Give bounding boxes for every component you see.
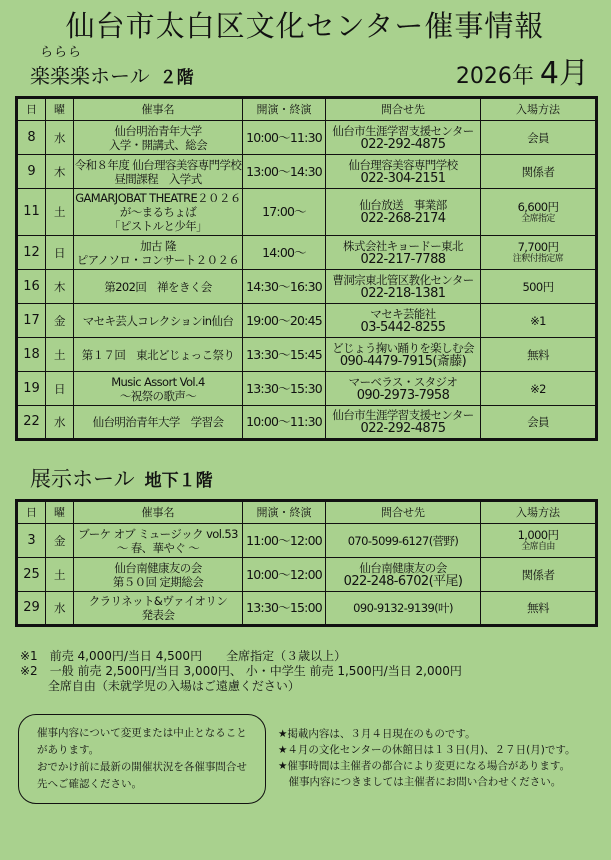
contact-cell — [326, 304, 481, 338]
info-notes — [278, 726, 576, 790]
contact-cell-line: 022-218-1381 — [360, 285, 446, 301]
footnotes — [20, 649, 595, 694]
year: 2026年 — [455, 64, 534, 89]
contact-cell — [326, 338, 481, 372]
event-name-cell-line: GAMARJOBAT THEATRE２０２６ — [75, 191, 241, 205]
time-cell: 10:00～11:30 — [243, 121, 326, 155]
entry-cell-line: ※2 — [530, 381, 546, 396]
day-cell: 18 — [17, 338, 46, 372]
weekday-cell: 土 — [46, 338, 74, 372]
notice-line: があります。 — [37, 744, 100, 756]
contact-cell — [326, 524, 481, 558]
contact-cell — [326, 558, 481, 592]
table-row — [17, 338, 597, 372]
contact-cell-line: マーベラス・スタジオ — [348, 374, 458, 389]
time-cell: 10:00～12:00 — [243, 558, 326, 592]
event-name-cell-line: 「ピストルと少年」 — [108, 219, 208, 233]
event-name-cell-line: 第202回 禅をきく会 — [104, 279, 212, 294]
entry-cell-line: 6,600円 — [517, 199, 559, 214]
hall1-heading — [30, 64, 194, 90]
event-name-cell — [74, 524, 243, 558]
contact-cell — [326, 592, 481, 626]
event-name-cell-line: ～祝祭の歌声～ — [119, 388, 197, 403]
event-name-cell — [74, 372, 243, 406]
table-row — [17, 372, 597, 406]
table-row — [17, 236, 597, 270]
contact-cell — [326, 121, 481, 155]
time-cell: 13:30～15:45 — [243, 338, 326, 372]
event-name-cell-line: 仙台明治青年大学 — [114, 123, 202, 138]
event-name-cell — [74, 558, 243, 592]
page-title: 仙台市太白区文化センター催事情報 — [65, 9, 545, 43]
column-header: 曜 — [46, 98, 74, 121]
day-cell: 17 — [17, 304, 46, 338]
table-row — [17, 406, 597, 440]
time-cell: 11:00～12:00 — [243, 524, 326, 558]
event-name-cell-line: 仙台明治青年大学 学習会 — [92, 415, 224, 429]
entry-cell — [481, 406, 597, 440]
event-name-cell-line: が～まるちょば — [119, 205, 197, 219]
time-cell: 19:00～20:45 — [243, 304, 326, 338]
contact-cell-line: 090-2973-7958 — [356, 387, 450, 403]
column-header: 問合せ先 — [326, 98, 481, 121]
entry-cell — [481, 121, 597, 155]
entry-cell-line: 1,000円 — [517, 528, 559, 542]
notice-line: 催事内容について変更または中止となること — [37, 727, 247, 739]
entry-cell — [481, 155, 597, 189]
entry-cell-line: 無料 — [527, 347, 549, 362]
event-name-cell-line: 仙台南健康友の会 — [114, 560, 202, 575]
entry-cell-line: 500円 — [522, 279, 554, 294]
info-line: ★４月の文化センターの休館日は１３日(月)、２７日(月)です。 — [278, 744, 576, 756]
event-name-cell-line: ブーケ オブ ミュージック vol.53 — [78, 526, 238, 541]
day-cell: 11 — [17, 189, 46, 236]
column-header: 問合せ先 — [326, 501, 481, 524]
weekday-cell: 土 — [46, 558, 74, 592]
table-row — [17, 304, 597, 338]
column-header: 開演・終演 — [243, 98, 326, 121]
weekday-cell: 木 — [46, 270, 74, 304]
column-header: 開演・終演 — [243, 501, 326, 524]
day-cell: 25 — [17, 558, 46, 592]
header-row — [17, 501, 597, 524]
day-cell: 12 — [17, 236, 46, 270]
event-name-cell — [74, 592, 243, 626]
hall2-events-table — [15, 499, 598, 627]
weekday-cell: 日 — [46, 236, 74, 270]
hall2-name: 展示ホール — [30, 467, 135, 491]
footnote: ※1 前売 4,000円/当日 4,500円 全席指定（３歳以上） — [20, 649, 347, 663]
contact-cell-line: 03-5442-8255 — [360, 319, 446, 335]
contact-cell — [326, 372, 481, 406]
day-cell: 19 — [17, 372, 46, 406]
event-name-cell-line: ピアノソロ・コンサート２０２６ — [76, 252, 240, 267]
contact-cell-line: どじょう掬い踊りを楽しむ会 — [332, 340, 474, 355]
bottom-section — [15, 714, 595, 804]
info-line: ★掲載内容は、３月４日現在のものです。 — [278, 728, 476, 740]
time-cell: 13:00～14:30 — [243, 155, 326, 189]
entry-cell-line: 関係者 — [521, 567, 555, 582]
hall1-name: 楽楽楽ホール — [30, 64, 150, 88]
entry-cell-line: 全席指定 — [521, 213, 555, 224]
day-cell: 29 — [17, 592, 46, 626]
hall1-events-table — [15, 96, 598, 441]
day-cell: 3 — [17, 524, 46, 558]
column-header: 入場方法 — [481, 501, 597, 524]
contact-cell-line: 022-268-2174 — [360, 211, 446, 226]
entry-cell — [481, 304, 597, 338]
time-cell: 10:00～11:30 — [243, 406, 326, 440]
event-name-cell-line: 第５０回 定期総会 — [112, 574, 204, 589]
event-name-cell-line: マセキ芸人コレクションin仙台 — [82, 313, 234, 328]
contact-cell-line: 株式会社キョードー東北 — [343, 238, 463, 253]
event-name-cell-line: 発表会 — [141, 608, 175, 622]
contact-cell-line: マセキ芸能社 — [370, 306, 436, 321]
entry-cell-line: 会員 — [527, 130, 549, 145]
contact-cell — [326, 406, 481, 440]
header-row — [17, 98, 597, 121]
column-header: 曜 — [46, 501, 74, 524]
entry-cell — [481, 189, 597, 236]
entry-cell — [481, 592, 597, 626]
entry-cell-line: 注釈付指定席 — [512, 254, 564, 264]
contact-cell-line: 仙台放送 事業部 — [359, 198, 447, 212]
contact-cell — [326, 236, 481, 270]
hall1-header-row — [15, 44, 595, 96]
time-cell: 17:00～ — [243, 189, 326, 236]
contact-cell — [326, 270, 481, 304]
event-name-cell — [74, 406, 243, 440]
column-header: 催事名 — [74, 501, 243, 524]
contact-cell-line: 090-4479-7915(斎藤) — [339, 353, 467, 369]
weekday-cell: 木 — [46, 155, 74, 189]
event-name-cell — [74, 155, 243, 189]
footnote: 全席自由（未就学児の入場はご遠慮ください） — [20, 679, 300, 693]
contact-cell-line: 仙台理容美容専門学校 — [348, 157, 458, 172]
entry-cell — [481, 372, 597, 406]
contact-cell-line: 022-292-4875 — [360, 421, 446, 436]
entry-cell-line: 会員 — [527, 415, 549, 429]
contact-cell-line: 022-217-7788 — [360, 251, 446, 267]
table-row — [17, 121, 597, 155]
hall1-floor: ２階 — [159, 68, 194, 88]
hall2-floor: 地下１階 — [144, 471, 213, 491]
event-name-cell — [74, 121, 243, 155]
contact-cell-line: 022-292-4875 — [360, 136, 446, 152]
table-row — [17, 558, 597, 592]
footnote: ※2 一般 前売 2,500円/当日 3,000円、 小・中学生 前売 1,500円/当日 2,000円 — [20, 664, 462, 678]
day-cell: 16 — [17, 270, 46, 304]
weekday-cell: 金 — [46, 524, 74, 558]
notice-line: 先へご確認ください。 — [37, 778, 142, 790]
event-name-cell-line: 第１７回 東北どじょっこ祭り — [81, 347, 235, 362]
contact-cell-line: 仙台市生涯学習支援センター — [332, 408, 474, 422]
hall2-heading — [30, 467, 595, 493]
contact-cell-line: 曹洞宗東北管区教化センター — [332, 272, 474, 287]
event-name-cell — [74, 270, 243, 304]
event-name-cell — [74, 189, 243, 236]
contact-cell-line: 仙台南健康友の会 — [359, 560, 447, 575]
table-row — [17, 524, 597, 558]
contact-cell-line: 022-248-6702(平尾) — [343, 573, 463, 589]
contact-cell-line: 090-9132-9139(叶) — [353, 601, 453, 615]
table-row — [17, 155, 597, 189]
weekday-cell: 日 — [46, 372, 74, 406]
notice-line: おでかけ前に最新の開催状況を各催事問合せ — [37, 761, 247, 773]
column-header: 日 — [17, 98, 46, 121]
entry-cell-line: 関係者 — [521, 164, 555, 179]
day-cell: 22 — [17, 406, 46, 440]
entry-cell — [481, 270, 597, 304]
contact-cell — [326, 155, 481, 189]
event-name-cell — [74, 304, 243, 338]
time-cell: 14:30～16:30 — [243, 270, 326, 304]
column-header: 日 — [17, 501, 46, 524]
info-line: 催事内容につきましては主催者にお問い合わせください。 — [278, 776, 562, 788]
info-line: ★催事時間は主催者の都合により変更になる場合があります。 — [278, 760, 571, 772]
weekday-cell: 水 — [46, 592, 74, 626]
column-header: 入場方法 — [481, 98, 597, 121]
event-name-cell-line: 入学・開講式、総会 — [108, 137, 208, 152]
time-cell: 13:30～15:00 — [243, 592, 326, 626]
weekday-cell: 土 — [46, 189, 74, 236]
weekday-cell: 金 — [46, 304, 74, 338]
event-name-cell-line: ～ 春、華やぐ ～ — [116, 540, 200, 555]
table-row — [17, 592, 597, 626]
weekday-cell: 水 — [46, 121, 74, 155]
day-cell: 8 — [17, 121, 46, 155]
event-name-cell-line: 加古 隆 — [140, 238, 176, 253]
time-cell: 14:00～ — [243, 236, 326, 270]
entry-cell — [481, 338, 597, 372]
notice-box — [18, 714, 266, 804]
entry-cell-line: 全席自由 — [521, 542, 555, 552]
hall1-ruby: ららら — [40, 45, 83, 60]
month: 4月 — [539, 56, 589, 91]
entry-cell-line: 7,700円 — [517, 240, 559, 254]
column-header: 催事名 — [74, 98, 243, 121]
event-name-cell-line: クラリネット&ヴァイオリン — [88, 594, 228, 608]
entry-cell-line: ※1 — [530, 313, 546, 328]
event-name-cell-line: Music Assort Vol.4 — [111, 374, 205, 389]
weekday-cell: 水 — [46, 406, 74, 440]
contact-cell — [326, 189, 481, 236]
event-name-cell-line: 令和８年度 仙台理容美容専門学校 — [74, 157, 242, 172]
period — [456, 56, 589, 95]
table-row — [17, 270, 597, 304]
day-cell: 9 — [17, 155, 46, 189]
table-row — [17, 189, 597, 236]
entry-cell — [481, 236, 597, 270]
contact-cell-line: 022-304-2151 — [360, 170, 446, 186]
entry-cell — [481, 524, 597, 558]
contact-cell-line: 070-5099-6127(菅野) — [347, 533, 459, 548]
time-cell: 13:30～15:30 — [243, 372, 326, 406]
entry-cell — [481, 558, 597, 592]
event-name-cell — [74, 338, 243, 372]
contact-cell-line: 仙台市生涯学習支援センター — [332, 123, 474, 138]
event-name-cell — [74, 236, 243, 270]
entry-cell-line: 無料 — [527, 601, 549, 615]
event-name-cell-line: 昼間課程 入学式 — [114, 171, 202, 186]
